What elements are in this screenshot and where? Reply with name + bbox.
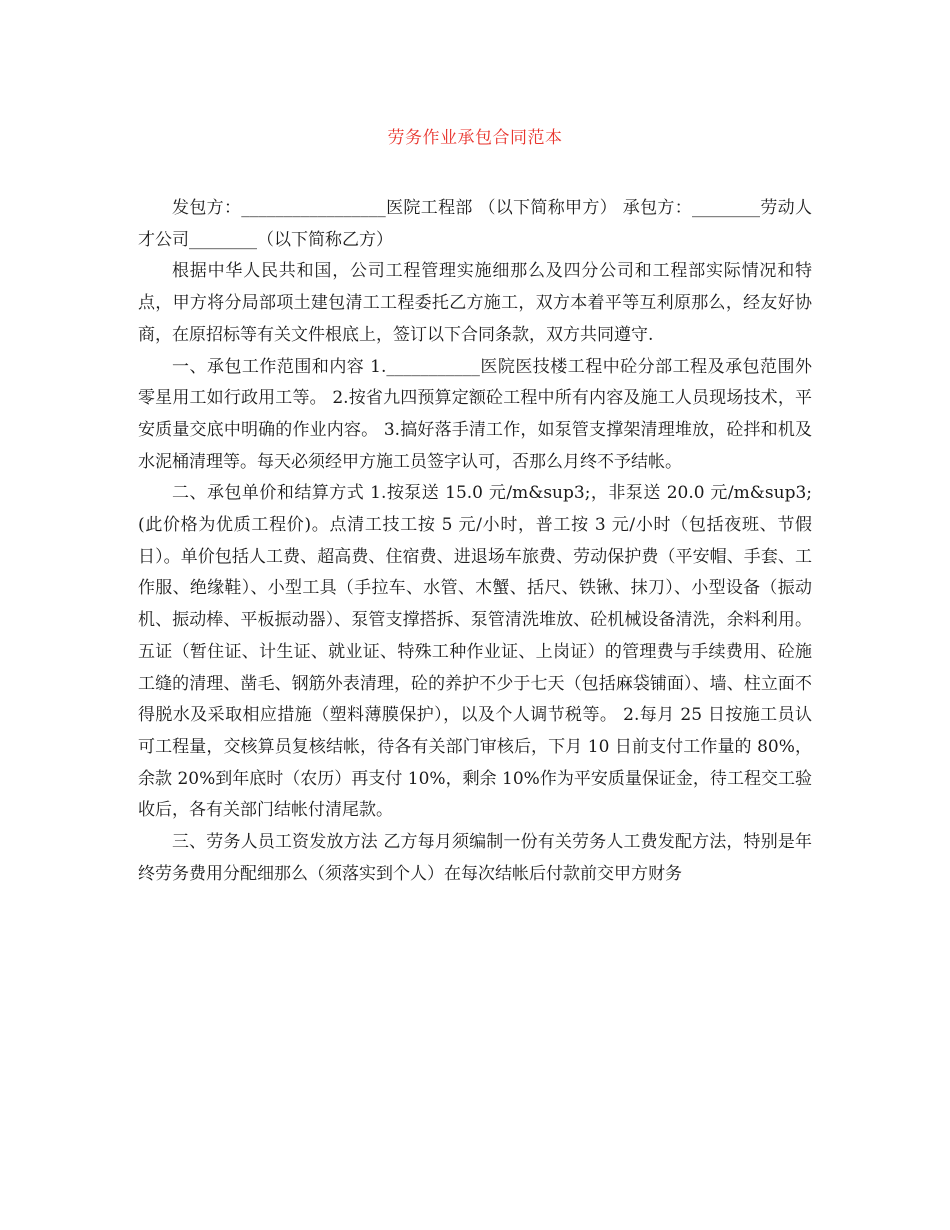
parties-paragraph: 发包方：_________________医院工程部 （以下简称甲方） 承包方：________劳动人才公司________（以下简称乙方） bbox=[138, 198, 812, 250]
document-body bbox=[138, 193, 812, 890]
document-title: 劳务作业承包合同范本 bbox=[387, 128, 563, 148]
section-1-scope-paragraph: 一、承包工作范围和内容 1.___________医院医技楼工程中砼分部工程及承包范围外零星用工如行政用工等。 2.按省九四预算定额砼工程中所有内容及施工人员现场技术，平安质量交底中明确的作业内容。 3.搞好落手清工作，如泵管支撑架清理堆放，砼拌和机及水泥桶清理等。每天必须经甲方施工员签字认可，否那么月终不予结帐。 bbox=[138, 356, 812, 472]
section-2-pricing-paragraph: 二、承包单价和结算方式 1.按泵送 15.0 元/m&sup3;，非泵送 20.0 元/m&sup3;(此价格为优质工程价)。点清工技工按 5 元/小时，普工按 3 元/小时（包括夜班、节假日）。单价包括人工费、超高费、住宿费、进退场车旅费、劳动保护费（平安帽、手套、工作服、绝缘鞋）、小型工具（手拉车、水管、木蟹、括尺、铁锹、抹刀）、小型设备（振动机、振动棒、平板振动器）、泵管支撑搭拆、泵管清洗堆放、砼机械设备清洗，余料利用。五证（暂住证、计生证、就业证、特殊工种作业证、上岗证）的管理费与手续费用、砼施工缝的清理、凿毛、钢筋外表清理，砼的养护不少于七天（包括麻袋铺面）、墙、柱立面不得脱水及采取相应措施（塑料薄膜保护），以及个人调节税等。 2.每月 25 日按施工员认可工程量，交核算员复核结帐，待各有关部门审核后，下月 10 日前支付工作量的 80%，余款 20%到年底时（农历）再支付 10%，剩余 10%作为平安质量保证金，待工程交工验收后，各有关部门结帐付清尾款。 bbox=[138, 483, 812, 821]
section-3-wages-paragraph: 三、劳务人员工资发放方法 乙方每月须编制一份有关劳务人工费发配方法，特别是年终劳务费用分配细那么（须落实到个人）在每次结帐后付款前交甲方财务 bbox=[138, 832, 812, 884]
preamble-paragraph: 根据中华人民共和国，公司工程管理实施细那么及四分公司和工程部实际情况和特点，甲方将分局部项土建包清工工程委托乙方施工，双方本着平等互利原那么，经友好协商，在原招标等有关文件根底上，签订以下合同条款，双方共同遵守. bbox=[138, 261, 812, 345]
